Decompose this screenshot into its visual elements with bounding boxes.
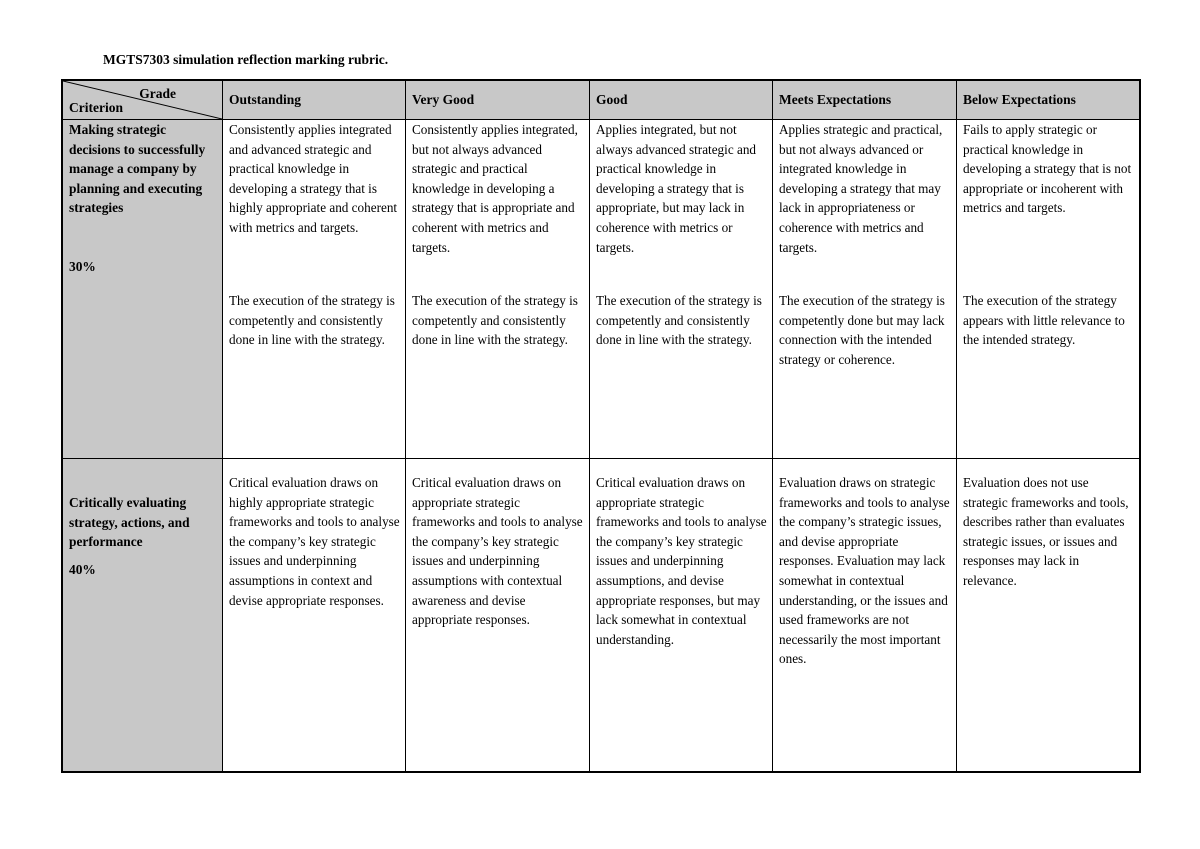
descriptor-text: The execution of the strategy appears with little relevance to the intended strategy. [963,293,1125,348]
descriptor-cell [223,120,406,459]
descriptor-cell [957,120,1140,459]
criterion-text: Making strategic decisions to successfully manage a company by planning and executing strategies [69,122,206,216]
grade-header-very-good: Very Good [406,81,590,120]
criterion-text: Critically evaluating strategy, actions, and performance [69,495,190,550]
descriptor-cell [223,459,406,772]
descriptor-text: Consistently applies integrated, but not always advanced strategic and practical knowledge in developing a strategy that is appropriate and coherent with metrics and targets. [412,122,578,255]
descriptor-cell [957,459,1140,772]
criterion-cell [63,120,223,459]
grade-header-good: Good [590,81,773,120]
document-title: MGTS7303 simulation reflection marking rubric. [103,52,389,67]
criterion-cell [63,459,223,772]
descriptor-text: The execution of the strategy is competently and consistently done in line with the strategy. [229,293,395,348]
criterion-weight: 40% [69,561,96,577]
descriptor-text: The execution of the strategy is competently done but may lack connection with the intended strategy or coherence. [779,293,945,367]
grade-header-below-expectations: Below Expectations [957,81,1140,120]
descriptor-cell [590,120,773,459]
descriptor-text: Consistently applies integrated and advanced strategic and practical knowledge in developing a strategy that is highly appropriate and coherent with metrics and targets. [229,122,398,235]
descriptor-text: Fails to apply strategic or practical knowledge in developing a strategy that is not appropriate or incoherent with metrics and targets. [963,122,1132,216]
descriptor-text: Critical evaluation draws on appropriate strategic frameworks and tools to analyse the company’s key strategic issues and underpinning assumptions with contextual awareness and devise appropriate responses. [412,475,583,628]
criterion-weight: 30% [69,258,96,274]
descriptor-cell [590,459,773,772]
corner-cell [63,81,223,120]
descriptor-cell [406,459,590,772]
grade-label: Grade [139,86,176,101]
criterion-label: Criterion [69,100,123,116]
grade-header-meets-expectations: Meets Expectations [773,81,957,120]
descriptor-text: Evaluation does not use strategic frameworks and tools, describes rather than evaluates strategic issues, or issues and responses may lack in relevance. [963,475,1129,588]
descriptor-text: Applies integrated, but not always advanced strategic and practical knowledge in developing a strategy that is appropriate, but may lack in coherence with metrics or targets. [596,122,757,255]
descriptor-text: Critical evaluation draws on highly appropriate strategic frameworks and tools to analyse the company’s key strategic issues and underpinning assumptions in context and devise appropriate responses. [229,475,400,608]
rubric-table [62,80,1140,772]
grade-header-outstanding: Outstanding [223,81,406,120]
descriptor-cell [406,120,590,459]
descriptor-text: The execution of the strategy is competently and consistently done in line with the strategy. [412,293,578,348]
descriptor-text: Evaluation draws on strategic frameworks and tools to analyse the company’s strategic issues, and devise appropriate responses. Evaluation may lack somewhat in contextual understanding, or the issues and used frameworks are not necessarily the most important ones. [779,475,950,667]
header-row [63,81,1140,120]
descriptor-cell [773,459,957,772]
table-row [63,120,1140,459]
descriptor-text: Critical evaluation draws on appropriate strategic frameworks and tools to analyse the company’s key strategic issues and underpinning assumptions, and devise appropriate responses, but may lack somewhat in contextual understanding. [596,475,767,647]
descriptor-text: The execution of the strategy is competently and consistently done in line with the strategy. [596,293,762,348]
table-row [63,459,1140,772]
descriptor-cell [773,120,957,459]
descriptor-text: Applies strategic and practical, but not always advanced or integrated knowledge in developing a strategy that may lack in appropriateness or coherence with metrics and targets. [779,122,943,255]
